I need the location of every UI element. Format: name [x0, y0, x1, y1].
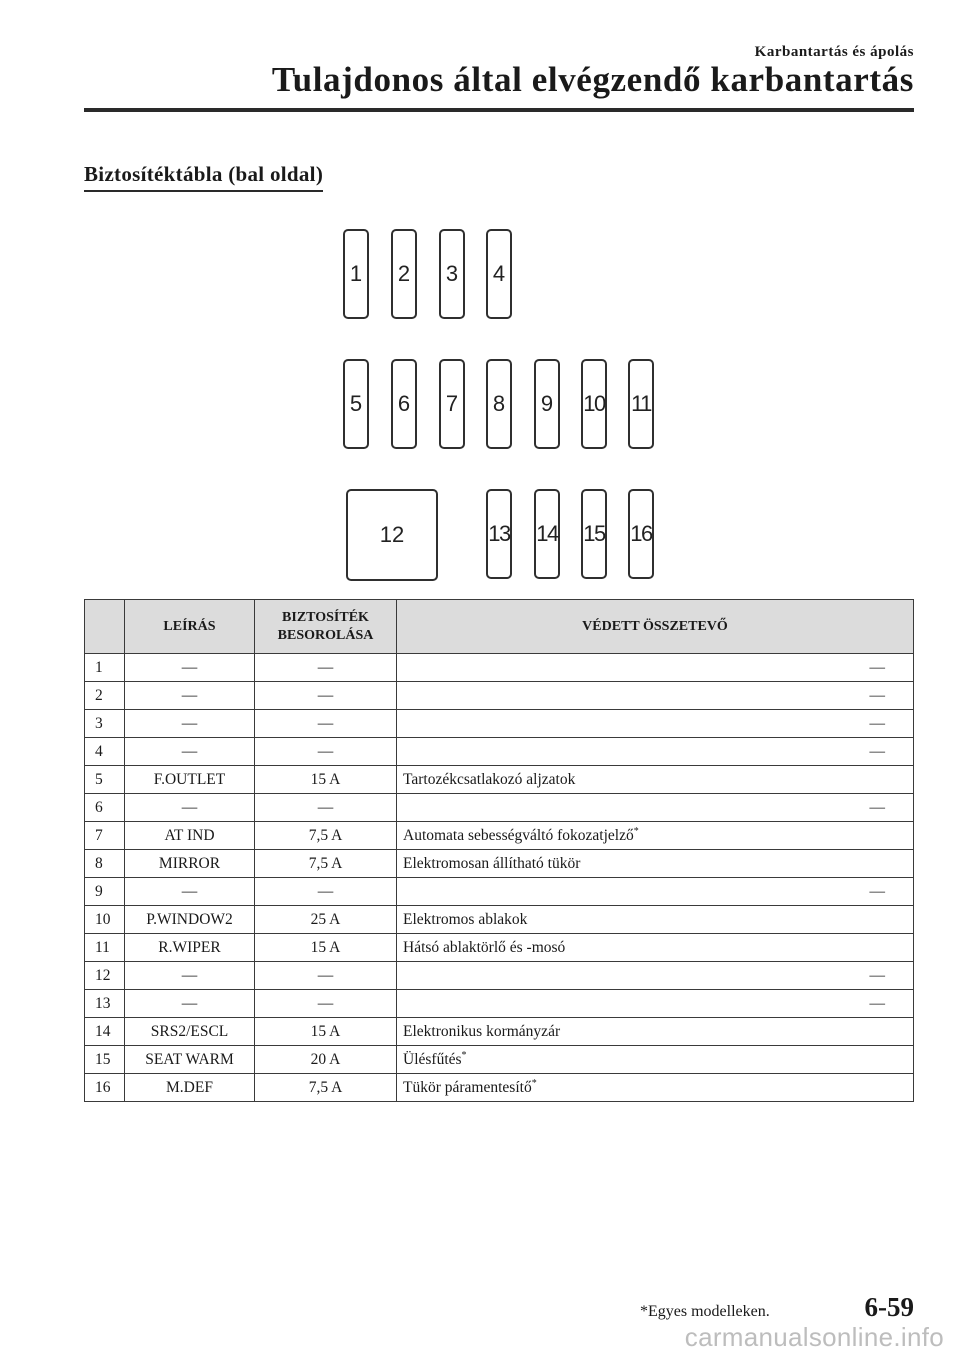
fuse-5 — [343, 359, 369, 449]
fuse-diagram — [0, 0, 960, 600]
header-rating-line1: BIZTOSÍTÉK — [282, 609, 369, 625]
component-text: — — [869, 686, 885, 704]
header-number — [85, 600, 125, 654]
row-component — [397, 1074, 914, 1102]
footnote-marker: * — [531, 1077, 537, 1089]
row-component — [397, 682, 914, 710]
row-number: 13 — [85, 990, 125, 1018]
header-rating-line2: BESOROLÁSA — [277, 627, 374, 643]
row-number: 1 — [85, 654, 125, 682]
row-number: 8 — [85, 850, 125, 878]
table-row — [85, 962, 914, 990]
fuse-label: 6 — [397, 391, 411, 416]
fuse-16 — [628, 489, 654, 579]
footnote-marker: * — [633, 825, 639, 837]
table-row — [85, 906, 914, 934]
row-description: F.OUTLET — [125, 766, 255, 794]
row-description: — — [125, 654, 255, 682]
component-text: Hátsó ablaktörlő és -mosó — [403, 938, 566, 956]
row-description: AT IND — [125, 822, 255, 850]
component-text: — — [869, 742, 885, 760]
table-row — [85, 766, 914, 794]
fuse-label: 13 — [488, 521, 510, 546]
table-row — [85, 822, 914, 850]
table-row — [85, 850, 914, 878]
row-description: — — [125, 990, 255, 1018]
row-description: — — [125, 962, 255, 990]
fuse-10 — [581, 359, 607, 449]
row-description: — — [125, 794, 255, 822]
row-number: 9 — [85, 878, 125, 906]
table-row — [85, 990, 914, 1018]
table-row — [85, 1046, 914, 1074]
fuse-4 — [486, 229, 512, 319]
fuse-label: 15 — [583, 521, 605, 546]
fuse-9 — [534, 359, 560, 449]
table-row — [85, 934, 914, 962]
row-number: 7 — [85, 822, 125, 850]
row-number: 16 — [85, 1074, 125, 1102]
fuse-8 — [486, 359, 512, 449]
fuse-label: 8 — [492, 391, 506, 416]
row-number: 5 — [85, 766, 125, 794]
row-rating: 15 A — [255, 1018, 397, 1046]
row-component — [397, 794, 914, 822]
row-rating: — — [255, 710, 397, 738]
fuse-label: 1 — [349, 261, 363, 286]
row-component — [397, 878, 914, 906]
table-row — [85, 878, 914, 906]
fuse-7 — [439, 359, 465, 449]
row-rating: — — [255, 794, 397, 822]
row-rating: — — [255, 682, 397, 710]
table-row — [85, 682, 914, 710]
row-rating: — — [255, 990, 397, 1018]
table-header-row — [85, 600, 914, 654]
row-description: M.DEF — [125, 1074, 255, 1102]
component-text: Elektronikus kormányzár — [403, 1022, 561, 1040]
row-component — [397, 962, 914, 990]
row-number: 12 — [85, 962, 125, 990]
header-rating — [255, 600, 397, 654]
component-text: Elektromos ablakok — [403, 910, 528, 928]
row-number: 4 — [85, 738, 125, 766]
fuse-label: 7 — [445, 391, 459, 416]
table-row — [85, 654, 914, 682]
table-row — [85, 710, 914, 738]
row-number: 15 — [85, 1046, 125, 1074]
row-number: 10 — [85, 906, 125, 934]
row-number: 3 — [85, 710, 125, 738]
fuse-label: 11 — [631, 391, 651, 416]
row-component — [397, 990, 914, 1018]
row-number: 11 — [85, 934, 125, 962]
table-row — [85, 1074, 914, 1102]
row-rating: 15 A — [255, 766, 397, 794]
row-component — [397, 654, 914, 682]
fuse-label: 2 — [397, 261, 411, 286]
row-component — [397, 1018, 914, 1046]
row-rating: 7,5 A — [255, 850, 397, 878]
fuse-table — [84, 599, 914, 1102]
row-rating: — — [255, 878, 397, 906]
component-text: — — [869, 994, 885, 1012]
row-rating: — — [255, 738, 397, 766]
table-row — [85, 794, 914, 822]
component-text: — — [869, 714, 885, 732]
fuse-1 — [343, 229, 369, 319]
fuse-label: 16 — [630, 521, 652, 546]
component-text: Tükör páramentesítő — [403, 1078, 532, 1096]
component-text: — — [869, 798, 885, 816]
fuse-label: 5 — [349, 391, 363, 416]
row-rating: — — [255, 654, 397, 682]
component-text: Ülésfűtés — [403, 1050, 462, 1068]
row-rating: — — [255, 962, 397, 990]
row-description: SEAT WARM — [125, 1046, 255, 1074]
component-text: — — [869, 658, 885, 676]
fuse-label: 3 — [445, 261, 459, 286]
row-rating: 20 A — [255, 1046, 397, 1074]
fuse-label: 4 — [492, 261, 506, 286]
row-description: MIRROR — [125, 850, 255, 878]
row-description: — — [125, 710, 255, 738]
component-text: Tartozékcsatlakozó aljzatok — [403, 770, 576, 788]
fuse-3 — [439, 229, 465, 319]
page-number: 6-59 — [864, 1292, 914, 1322]
component-text: Automata sebességváltó fokozatjelző — [403, 826, 634, 844]
row-rating: 25 A — [255, 906, 397, 934]
row-component — [397, 906, 914, 934]
fuse-label: 10 — [583, 391, 605, 416]
row-component — [397, 850, 914, 878]
header-description: LEÍRÁS — [125, 600, 255, 654]
row-description: P.WINDOW2 — [125, 906, 255, 934]
row-description: SRS2/ESCL — [125, 1018, 255, 1046]
component-text: — — [869, 966, 885, 984]
row-number: 2 — [85, 682, 125, 710]
fuse-6 — [391, 359, 417, 449]
fuse-15 — [581, 489, 607, 579]
fuse-11 — [628, 359, 654, 449]
row-component — [397, 1046, 914, 1074]
component-text: Elektromosan állítható tükör — [403, 854, 581, 872]
fuse-14 — [534, 489, 560, 579]
section-label: Karbantartás és ápolás — [754, 44, 914, 60]
fuse-label: 14 — [536, 521, 558, 546]
row-component — [397, 738, 914, 766]
row-description: — — [125, 682, 255, 710]
row-rating: 15 A — [255, 934, 397, 962]
row-component — [397, 934, 914, 962]
table-row — [85, 738, 914, 766]
row-description: R.WIPER — [125, 934, 255, 962]
row-number: 6 — [85, 794, 125, 822]
table-row — [85, 1018, 914, 1046]
row-component — [397, 710, 914, 738]
fuse-label: 12 — [379, 522, 405, 547]
row-description: — — [125, 878, 255, 906]
row-description: — — [125, 738, 255, 766]
row-rating: 7,5 A — [255, 1074, 397, 1102]
fuse-2 — [391, 229, 417, 319]
subheading: Biztosítéktábla (bal oldal) — [84, 162, 323, 192]
component-text: — — [869, 882, 885, 900]
header-component: VÉDETT ÖSSZETEVŐ — [397, 600, 914, 654]
page-title: Tulajdonos által elvégzendő karbantartás — [271, 60, 914, 99]
footnote: *Egyes modelleken. — [640, 1303, 770, 1320]
fuse-12 — [346, 489, 438, 581]
fuse-label: 9 — [540, 391, 554, 416]
watermark: carmanualsonline.info — [684, 1322, 944, 1352]
row-component — [397, 766, 914, 794]
row-number: 14 — [85, 1018, 125, 1046]
fuse-13 — [486, 489, 512, 579]
row-rating: 7,5 A — [255, 822, 397, 850]
row-component — [397, 822, 914, 850]
footnote-marker: * — [461, 1049, 467, 1061]
